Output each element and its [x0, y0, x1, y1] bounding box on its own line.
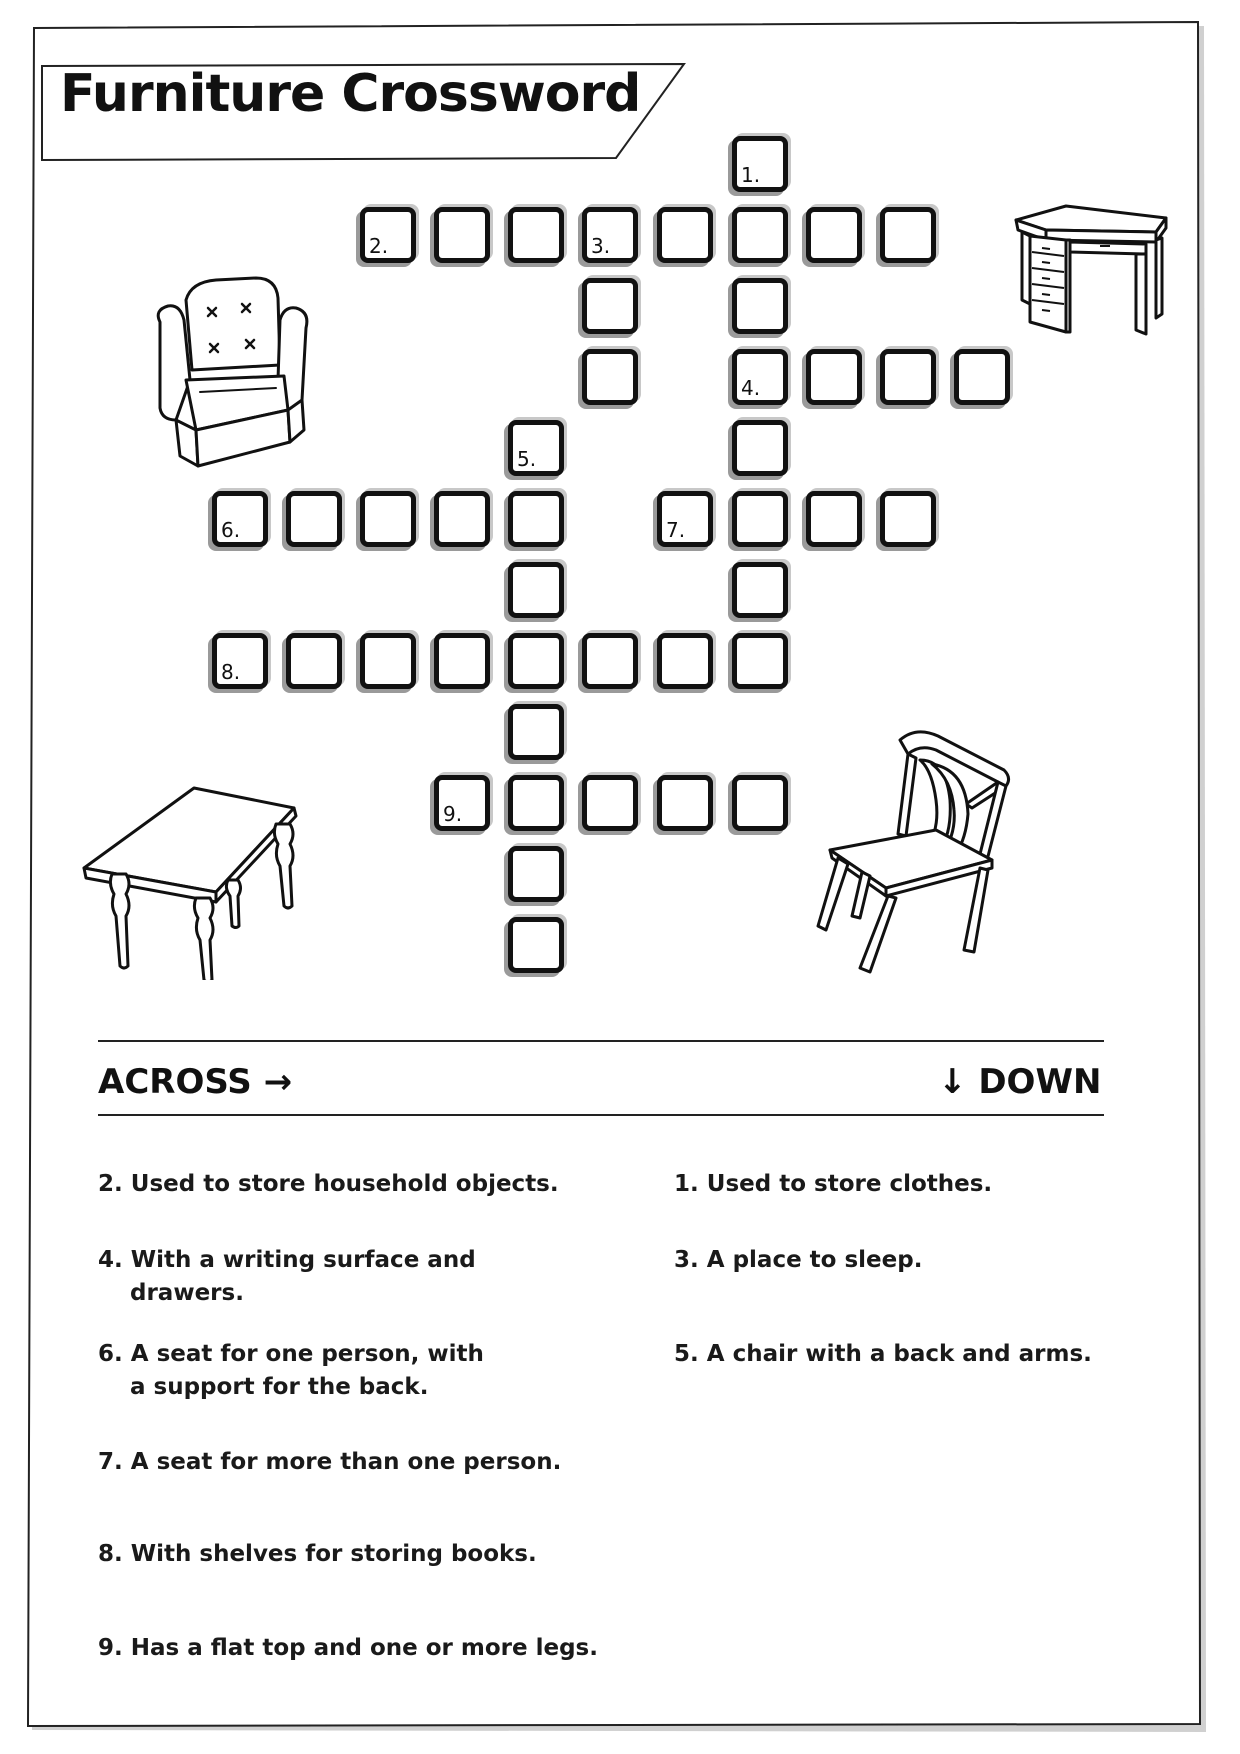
crossword-cell[interactable]: [732, 775, 788, 831]
crossword-cell[interactable]: [732, 136, 788, 192]
clue-num: 2.: [98, 1171, 123, 1197]
crossword-cell[interactable]: [732, 562, 788, 618]
clue-across: [98, 1338, 484, 1404]
crossword-cell[interactable]: [508, 846, 564, 902]
crossword-cell[interactable]: [286, 633, 342, 689]
armchair-illustration: [146, 270, 346, 480]
crossword-cell[interactable]: [732, 491, 788, 547]
table-illustration: [76, 760, 316, 980]
clue-number: 6.: [221, 518, 241, 542]
bottom-divider: [98, 1114, 1104, 1116]
crossword-cell[interactable]: [508, 917, 564, 973]
crossword-cell[interactable]: [286, 491, 342, 547]
clue-text: A seat for more than one person.: [130, 1449, 562, 1475]
clue-number: 4.: [741, 376, 761, 400]
crossword-cell[interactable]: [582, 278, 638, 334]
down-heading: ↓ DOWN: [938, 1062, 1102, 1102]
crossword-cell[interactable]: [806, 207, 862, 263]
worksheet-page: [26, 20, 1216, 1738]
clue-text: A place to sleep.: [706, 1247, 923, 1273]
crossword-cell[interactable]: [508, 491, 564, 547]
clue-num: 5.: [674, 1341, 699, 1367]
chair-illustration: [816, 720, 1016, 980]
crossword-cell[interactable]: [732, 633, 788, 689]
clue-text: A seat for one person, with: [130, 1341, 484, 1367]
clue-text: A chair with a back and arms.: [706, 1341, 1092, 1367]
clue-num: 7.: [98, 1449, 123, 1475]
crossword-cell[interactable]: [212, 491, 268, 547]
crossword-cell[interactable]: [582, 633, 638, 689]
crossword-cell[interactable]: [880, 349, 936, 405]
crossword-cell[interactable]: [360, 207, 416, 263]
crossword-cell[interactable]: [508, 704, 564, 760]
crossword-cell[interactable]: [434, 775, 490, 831]
crossword-cell[interactable]: [434, 491, 490, 547]
crossword-cell[interactable]: [434, 207, 490, 263]
clue-down: [674, 1168, 992, 1201]
crossword-cell[interactable]: [732, 349, 788, 405]
clue-down: [674, 1338, 1092, 1371]
clue-num: 1.: [674, 1171, 699, 1197]
clue-text: Used to store household objects.: [130, 1171, 559, 1197]
clue-text: Has a flat top and one or more legs.: [130, 1635, 598, 1661]
clue-num: 6.: [98, 1341, 123, 1367]
crossword-cell[interactable]: [954, 349, 1010, 405]
top-divider: [98, 1040, 1104, 1042]
clue-number: 7.: [666, 518, 686, 542]
crossword-cell[interactable]: [806, 491, 862, 547]
clue-text: With shelves for storing books.: [130, 1541, 537, 1567]
clue-number: 9.: [443, 802, 463, 826]
clue-across: [98, 1538, 537, 1571]
crossword-cell[interactable]: [880, 207, 936, 263]
crossword-cell[interactable]: [508, 207, 564, 263]
crossword-cell[interactable]: [657, 775, 713, 831]
crossword-cell[interactable]: [582, 775, 638, 831]
clue-across: [98, 1632, 598, 1665]
crossword-cell[interactable]: [360, 491, 416, 547]
crossword-cell[interactable]: [508, 562, 564, 618]
clue-num: 8.: [98, 1541, 123, 1567]
crossword-cell[interactable]: [508, 633, 564, 689]
clue-num: 4.: [98, 1247, 123, 1273]
clue-down: [674, 1244, 922, 1277]
crossword-cell[interactable]: [582, 349, 638, 405]
crossword-cell[interactable]: [434, 633, 490, 689]
clue-text-continued: a support for the back.: [130, 1374, 429, 1400]
clue-num: 9.: [98, 1635, 123, 1661]
clue-across: [98, 1244, 476, 1310]
clue-text-continued: drawers.: [130, 1280, 244, 1306]
crossword-cell[interactable]: [360, 633, 416, 689]
crossword-cell[interactable]: [806, 349, 862, 405]
clue-across: [98, 1446, 561, 1479]
page-title: Furniture Crossword: [60, 64, 641, 124]
crossword-cell[interactable]: [657, 207, 713, 263]
clue-number: 1.: [741, 163, 761, 187]
clue-number: 5.: [517, 447, 537, 471]
crossword-cell[interactable]: [508, 775, 564, 831]
crossword-cell[interactable]: [880, 491, 936, 547]
crossword-cell[interactable]: [657, 633, 713, 689]
across-heading: ACROSS →: [98, 1062, 293, 1102]
desk-illustration: [1006, 200, 1206, 350]
crossword-cell[interactable]: [732, 207, 788, 263]
clue-text: With a writing surface and: [130, 1247, 476, 1273]
crossword-cell[interactable]: [212, 633, 268, 689]
crossword-cell[interactable]: [732, 278, 788, 334]
crossword-cell[interactable]: [732, 420, 788, 476]
clue-number: 2.: [369, 234, 389, 258]
clue-num: 3.: [674, 1247, 699, 1273]
clue-number: 8.: [221, 660, 241, 684]
crossword-cell[interactable]: [508, 420, 564, 476]
clue-number: 3.: [591, 234, 611, 258]
clue-text: Used to store clothes.: [706, 1171, 993, 1197]
crossword-cell[interactable]: [582, 207, 638, 263]
crossword-cell[interactable]: [657, 491, 713, 547]
clue-across: [98, 1168, 559, 1201]
